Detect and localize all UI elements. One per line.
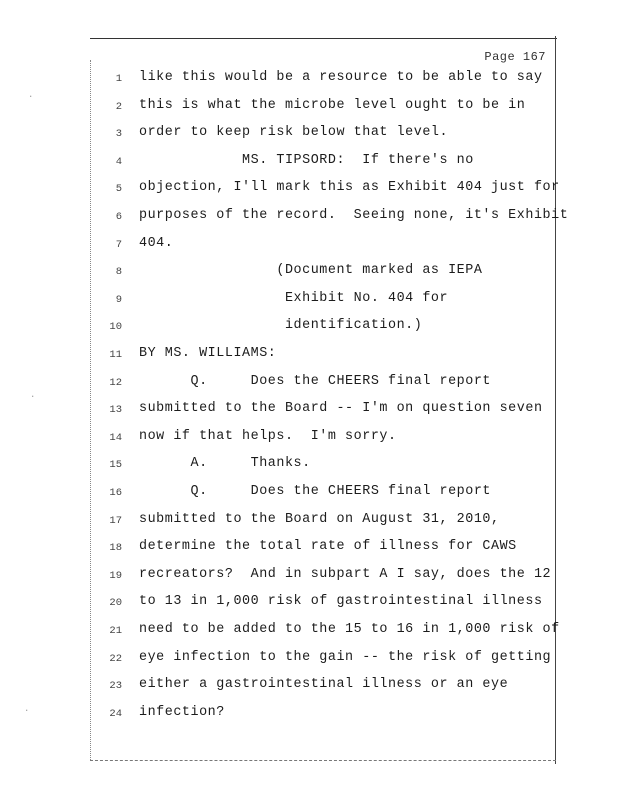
line-text: like this would be a resource to be able to say (139, 70, 543, 85)
line-text: Q. Does the CHEERS final report (139, 484, 492, 499)
line-text: recreators? And in subpart A I say, does the 12 (139, 566, 552, 582)
transcript-line (0, 151, 618, 178)
transcript-line (0, 427, 618, 454)
transcript-line (0, 537, 618, 564)
line-text: (Document marked as IEPA (139, 263, 483, 279)
page-border-bottom (90, 760, 556, 761)
scan-speck: · (30, 392, 36, 402)
line-number: 3 (115, 128, 122, 141)
transcript-line (0, 592, 618, 619)
line-number: 16 (109, 487, 122, 499)
line-text: to 13 in 1,000 risk of gastrointestinal illness (139, 594, 543, 610)
transcript-line (0, 206, 618, 233)
line-number: 2 (115, 100, 122, 113)
line-text: objection, I'll mark this as Exhibit 404 just for (139, 180, 560, 196)
scan-speck: · (24, 706, 30, 716)
line-number: 19 (109, 569, 122, 582)
line-number: 5 (115, 183, 122, 196)
transcript-line (0, 316, 618, 343)
line-text: order to keep risk below that level. (139, 125, 449, 141)
transcript-line (0, 675, 618, 702)
line-number: 4 (115, 155, 122, 168)
line-text: 404. (139, 235, 174, 251)
line-number: 23 (109, 680, 122, 693)
line-number: 11 (109, 349, 122, 361)
transcript-line (0, 454, 618, 481)
transcript-line (0, 289, 618, 316)
line-number: 9 (115, 293, 122, 306)
line-number: 6 (115, 211, 122, 223)
transcript-line (0, 703, 618, 730)
line-number: 17 (109, 514, 122, 527)
transcript-line (0, 620, 618, 647)
transcript-line (0, 68, 618, 95)
line-text: A. Thanks. (139, 456, 311, 472)
transcript-line (0, 399, 618, 426)
line-text: submitted to the Board on August 31, 2010, (139, 511, 500, 527)
line-number: 1 (115, 73, 122, 85)
line-text: determine the total rate of illness for CAWS (139, 539, 517, 555)
line-text: identification.) (139, 318, 423, 334)
transcript-line (0, 648, 618, 675)
line-number: 12 (109, 376, 122, 389)
transcript-line (0, 123, 618, 150)
transcript-line (0, 178, 618, 205)
line-number: 18 (109, 542, 122, 555)
line-number: 7 (115, 238, 122, 251)
line-text: Q. Does the CHEERS final report (139, 373, 492, 389)
transcript-line (0, 482, 618, 509)
line-text: eye infection to the gain -- the risk of getting (139, 649, 552, 665)
transcript-line (0, 510, 618, 537)
line-number: 24 (109, 707, 122, 720)
page-number: Page 167 (484, 50, 546, 64)
transcript-line (0, 96, 618, 123)
line-text: this is what the microbe level ought to be in (139, 97, 526, 113)
line-number: 13 (109, 404, 122, 417)
transcript-line (0, 234, 618, 261)
line-text: BY MS. WILLIAMS: (139, 346, 277, 361)
line-text: need to be added to the 15 to 16 in 1,000 risk of (139, 622, 560, 637)
line-text: Exhibit No. 404 for (139, 290, 449, 306)
transcript-line (0, 344, 618, 371)
line-number: 14 (109, 431, 122, 444)
line-number: 21 (109, 625, 122, 637)
line-text: infection? (139, 704, 225, 720)
line-number: 20 (109, 597, 122, 610)
line-number: 8 (115, 266, 122, 279)
page-border-top (90, 38, 557, 39)
transcript-line (0, 372, 618, 399)
line-number: 22 (109, 652, 122, 665)
line-text: either a gastrointestinal illness or an eye (139, 677, 509, 693)
transcript-line (0, 261, 618, 288)
line-number: 15 (109, 459, 122, 472)
line-text: submitted to the Board -- I'm on question seven (139, 401, 543, 417)
line-text: MS. TIPSORD: If there's no (139, 152, 474, 168)
line-text: now if that helps. I'm sorry. (139, 428, 397, 444)
line-text: purposes of the record. Seeing none, it's Exhibit (139, 208, 569, 223)
line-number: 10 (109, 321, 122, 334)
transcript-line (0, 565, 618, 592)
scan-speck: · (28, 92, 34, 102)
